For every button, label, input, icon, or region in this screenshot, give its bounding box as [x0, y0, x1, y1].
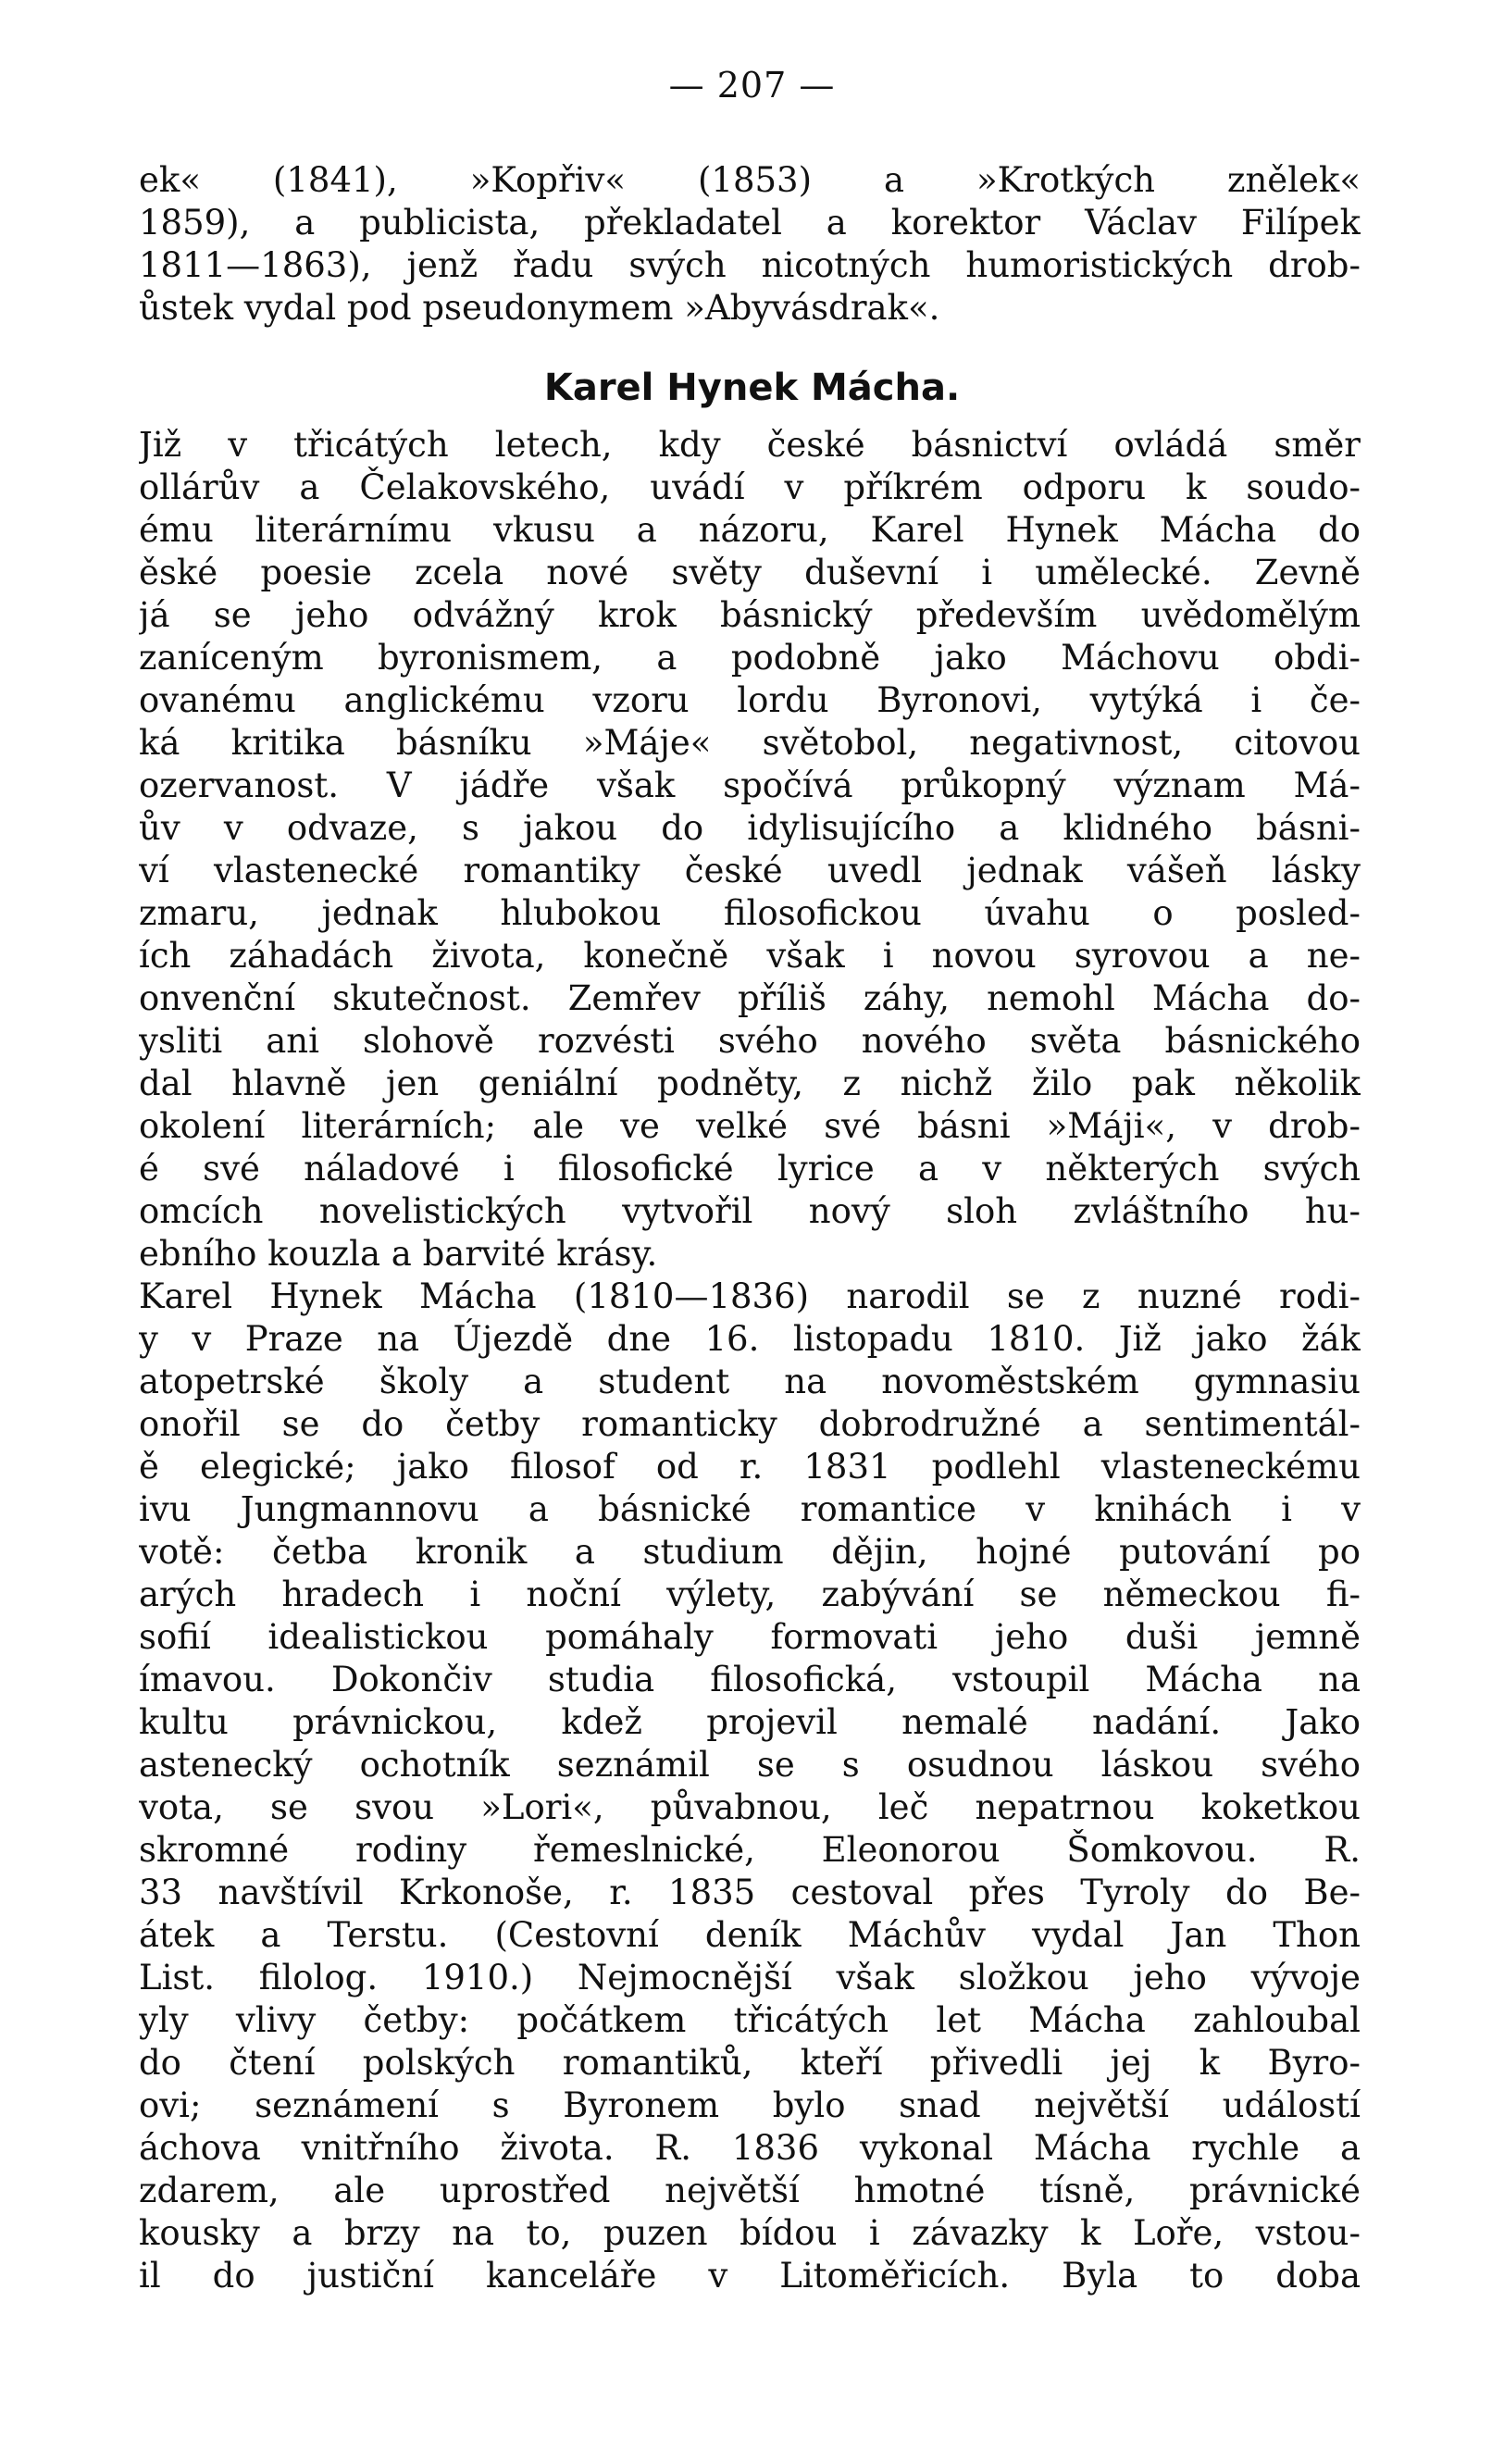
text-line: onvenční skutečnost. Zemřev příliš záhy, nemohl Mácha do-: [139, 978, 1361, 1018]
text-line: ysliti ani slohově rozvésti svého nového světa básnického: [139, 1021, 1361, 1061]
text-line: ká kritika básníku »Máje« světobol, negativnost, citovou: [139, 723, 1361, 763]
text-line: votě: četba kronik a studium dějin, hojné putování po: [139, 1532, 1361, 1572]
text-line: ollárův a Čelakovského, uvádí v příkrém odporu k soudo-: [139, 467, 1361, 507]
text-line: skromné rodiny řemeslnické, Eleonorou Šomkovou. R.: [139, 1830, 1361, 1870]
text-line: ivu Jungmannovu a básnické romantice v knihách i v: [139, 1489, 1361, 1529]
text-line: omcích novelistických vytvořil nový sloh zvláštního hu-: [139, 1191, 1361, 1231]
text-line: ůstek vydal pod pseudonymem »Abyvásdrak«.: [139, 288, 940, 328]
text-line: ek« (1841), »Kopřiv« (1853) a »Krotkých znělek«: [139, 160, 1361, 200]
text-line: astenecký ochotník seznámil se s osudnou láskou svého: [139, 1745, 1361, 1785]
text-line: atopetrské školy a student na novoměstském gymnasiu: [139, 1362, 1361, 1401]
text-line: é své náladové i filosofické lyrice a v některých svých: [139, 1149, 1361, 1188]
text-line: ému literárnímu vkusu a názoru, Karel Hynek Mácha do: [139, 510, 1361, 550]
text-line: ozervanost. V jádře však spočívá průkopný význam Má-: [139, 765, 1361, 805]
text-line: arých hradech i noční výlety, zabývání se německou fi-: [139, 1574, 1361, 1614]
text-line: ě elegické; jako filosof od r. 1831 podlehl vlasteneckému: [139, 1447, 1361, 1487]
text-line: vota, se svou »Lori«, půvabnou, leč nepatrnou koketkou: [139, 1787, 1361, 1827]
text-line: kultu právnickou, kdež projevil nemalé nadání. Jako: [139, 1702, 1361, 1742]
text-line: ovi; seznámení s Byronem bylo snad největší událostí: [139, 2085, 1361, 2125]
text-line: 1859), a publicista, překladatel a korektor Václav Filípek: [139, 203, 1361, 243]
text-line: 33 navštívil Krkonoše, r. 1835 cestoval přes Tyroly do Be-: [139, 1873, 1361, 1912]
text-line: átek a Terstu. (Cestovní deník Máchův vydal Jan Thon: [139, 1915, 1361, 1955]
text-line: zdarem, ale uprostřed největší hmotné tísně, právnické: [139, 2171, 1361, 2210]
text-line: já se jeho odvážný krok básnický především uvědomělým: [139, 595, 1361, 635]
text-line: Již v třicátých letech, kdy české básnictví ovládá směr: [139, 425, 1361, 465]
text-line: sofií idealistickou pomáhaly formovati jeho duši jemně: [139, 1617, 1361, 1657]
text-line: ví vlastenecké romantiky české uvedl jednak vášeň lásky: [139, 851, 1361, 890]
text-line: il do justiční kanceláře v Litoměřicích. Byla to doba: [139, 2256, 1361, 2296]
text-line: dal hlavně jen geniální podněty, z nichž žilo pak několik: [139, 1064, 1361, 1103]
text-line: 1811—1863), jenž řadu svých nicotných humoristických drob-: [139, 245, 1361, 285]
text-line: onořil se do četby romanticky dobrodružné a sentimentál-: [139, 1404, 1361, 1444]
text-line: ův v odvaze, s jakou do idylisujícího a klidného básni-: [139, 808, 1361, 848]
text-line: Karel Hynek Mácha (1810—1836) narodil se z nuzné rodi-: [139, 1276, 1361, 1316]
text-line: y v Praze na Újezdě dne 16. listopadu 1810. Již jako žák: [139, 1319, 1361, 1359]
page-number: — 207 —: [668, 65, 836, 106]
text-line: zmaru, jednak hlubokou filosofickou úvahu o posled-: [139, 893, 1361, 933]
text-line: ích záhadách života, konečně však i novou syrovou a ne-: [139, 936, 1361, 976]
section-heading: Karel Hynek Mácha.: [543, 367, 961, 409]
text-line: ěské poesie zcela nové světy duševní i umělecké. Zevně: [139, 553, 1361, 592]
text-line: List. filolog. 1910.) Nejmocnější však složkou jeho vývoje: [139, 1958, 1361, 1997]
text-line: zaníceným byronismem, a podobně jako Máchovu obdi-: [139, 638, 1361, 678]
text-line: ovanému anglickému vzoru lordu Byronovi, vytýká i če-: [139, 680, 1361, 720]
text-line: yly vlivy četby: počátkem třicátých let Mácha zahloubal: [139, 2000, 1361, 2040]
text-line: ebního kouzla a barvité krásy.: [139, 1234, 658, 1274]
text-line: áchova vnitřního života. R. 1836 vykonal Mácha rychle a: [139, 2128, 1361, 2168]
text-line: okolení literárních; ale ve velké své básni »Máji«, v drob-: [139, 1106, 1361, 1146]
text-line: kousky a brzy na to, puzen bídou i závazky k Loře, vstou-: [139, 2213, 1361, 2253]
text-line: ímavou. Dokončiv studia filosofická, vstoupil Mácha na: [139, 1660, 1361, 1699]
text-line: do čtení polských romantiků, kteří přivedli jej k Byro-: [139, 2043, 1361, 2083]
